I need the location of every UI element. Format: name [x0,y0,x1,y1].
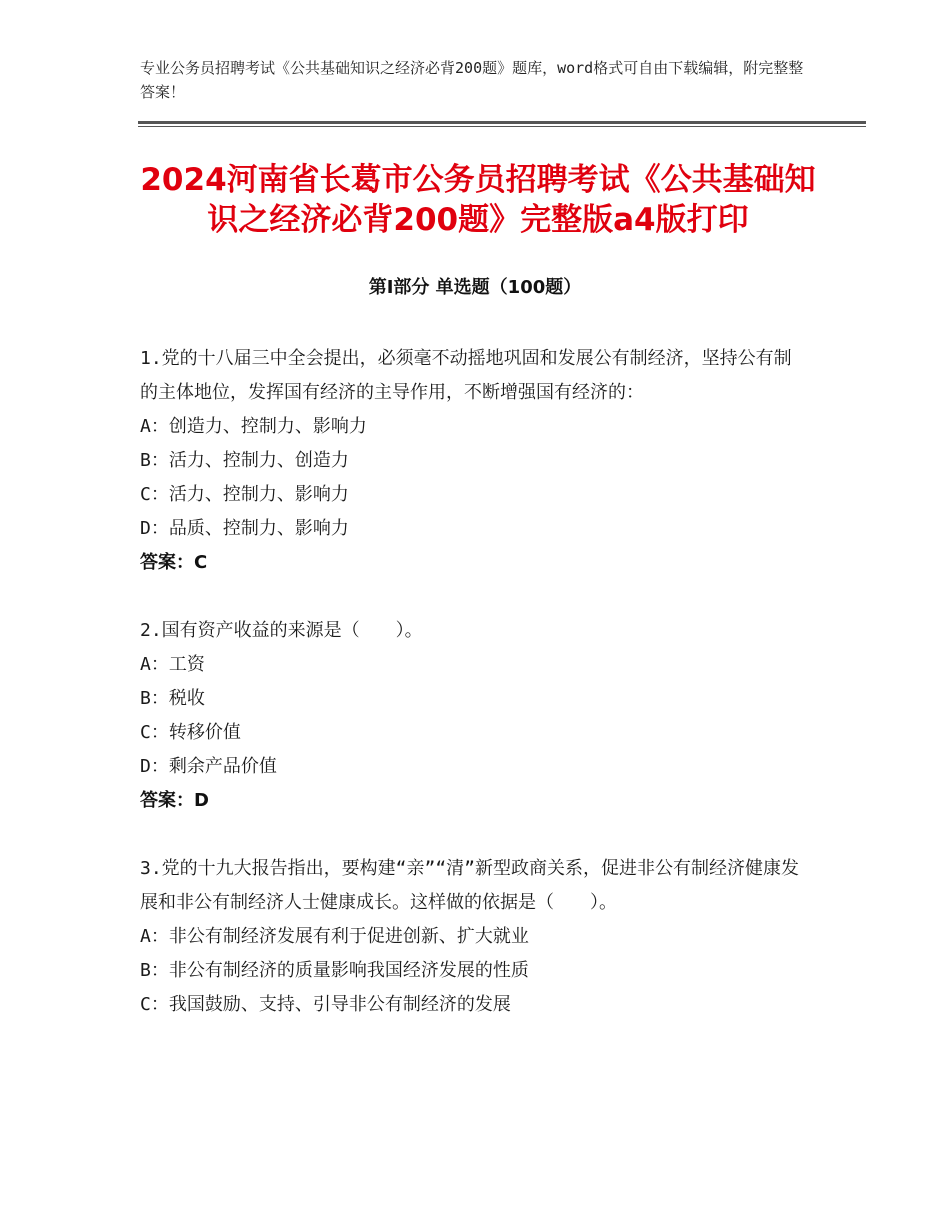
option-b: B：非公有制经济的质量影响我国经济发展的性质 [140,960,529,981]
question-2 [140,614,800,818]
option-d: D：品质、控制力、影响力 [140,518,349,539]
option-a: A：工资 [140,654,205,675]
document-title: 2024河南省长葛市公务员招聘考试《公共基础知识之经济必背200题》完整版a4版打印 [140,162,816,238]
question-list [140,342,800,1022]
option-d: D：剩余产品价值 [140,756,277,777]
question-3 [140,852,800,1022]
answer-label: 答案：D [140,790,209,811]
question-stem: 1.党的十八届三中全会提出，必须毫不动摇地巩固和发展公有制经济，坚持公有制的主体地位，发挥国有经济的主导作用，不断增强国有经济的： [140,348,792,403]
option-c: C：活力、控制力、影响力 [140,484,349,505]
question-stem: 3.党的十九大报告指出，要构建“亲”“清”新型政商关系，促进非公有制经济健康发展和非公有制经济人士健康成长。这样做的依据是（ ）。 [140,858,800,913]
option-b: B：活力、控制力、创造力 [140,450,349,471]
header-note: 专业公务员招聘考试《公共基础知识之经济必背200题》题库，word格式可自由下载编辑，附完整整答案！ [140,59,804,101]
option-a: A：创造力、控制力、影响力 [140,416,367,437]
answer-label: 答案：C [140,552,208,573]
option-a: A：非公有制经济发展有利于促进创新、扩大就业 [140,926,529,947]
header-divider-thick [138,121,866,124]
option-c: C：转移价值 [140,722,241,743]
option-b: B：税收 [140,688,205,709]
option-c: C：我国鼓励、支持、引导非公有制经济的发展 [140,994,511,1015]
header-divider-thin [138,126,866,127]
section-title: 第Ⅰ部分 单选题（100题） [368,277,582,298]
question-stem: 2.国有资产收益的来源是（ ）。 [140,620,423,641]
question-1 [140,342,800,580]
